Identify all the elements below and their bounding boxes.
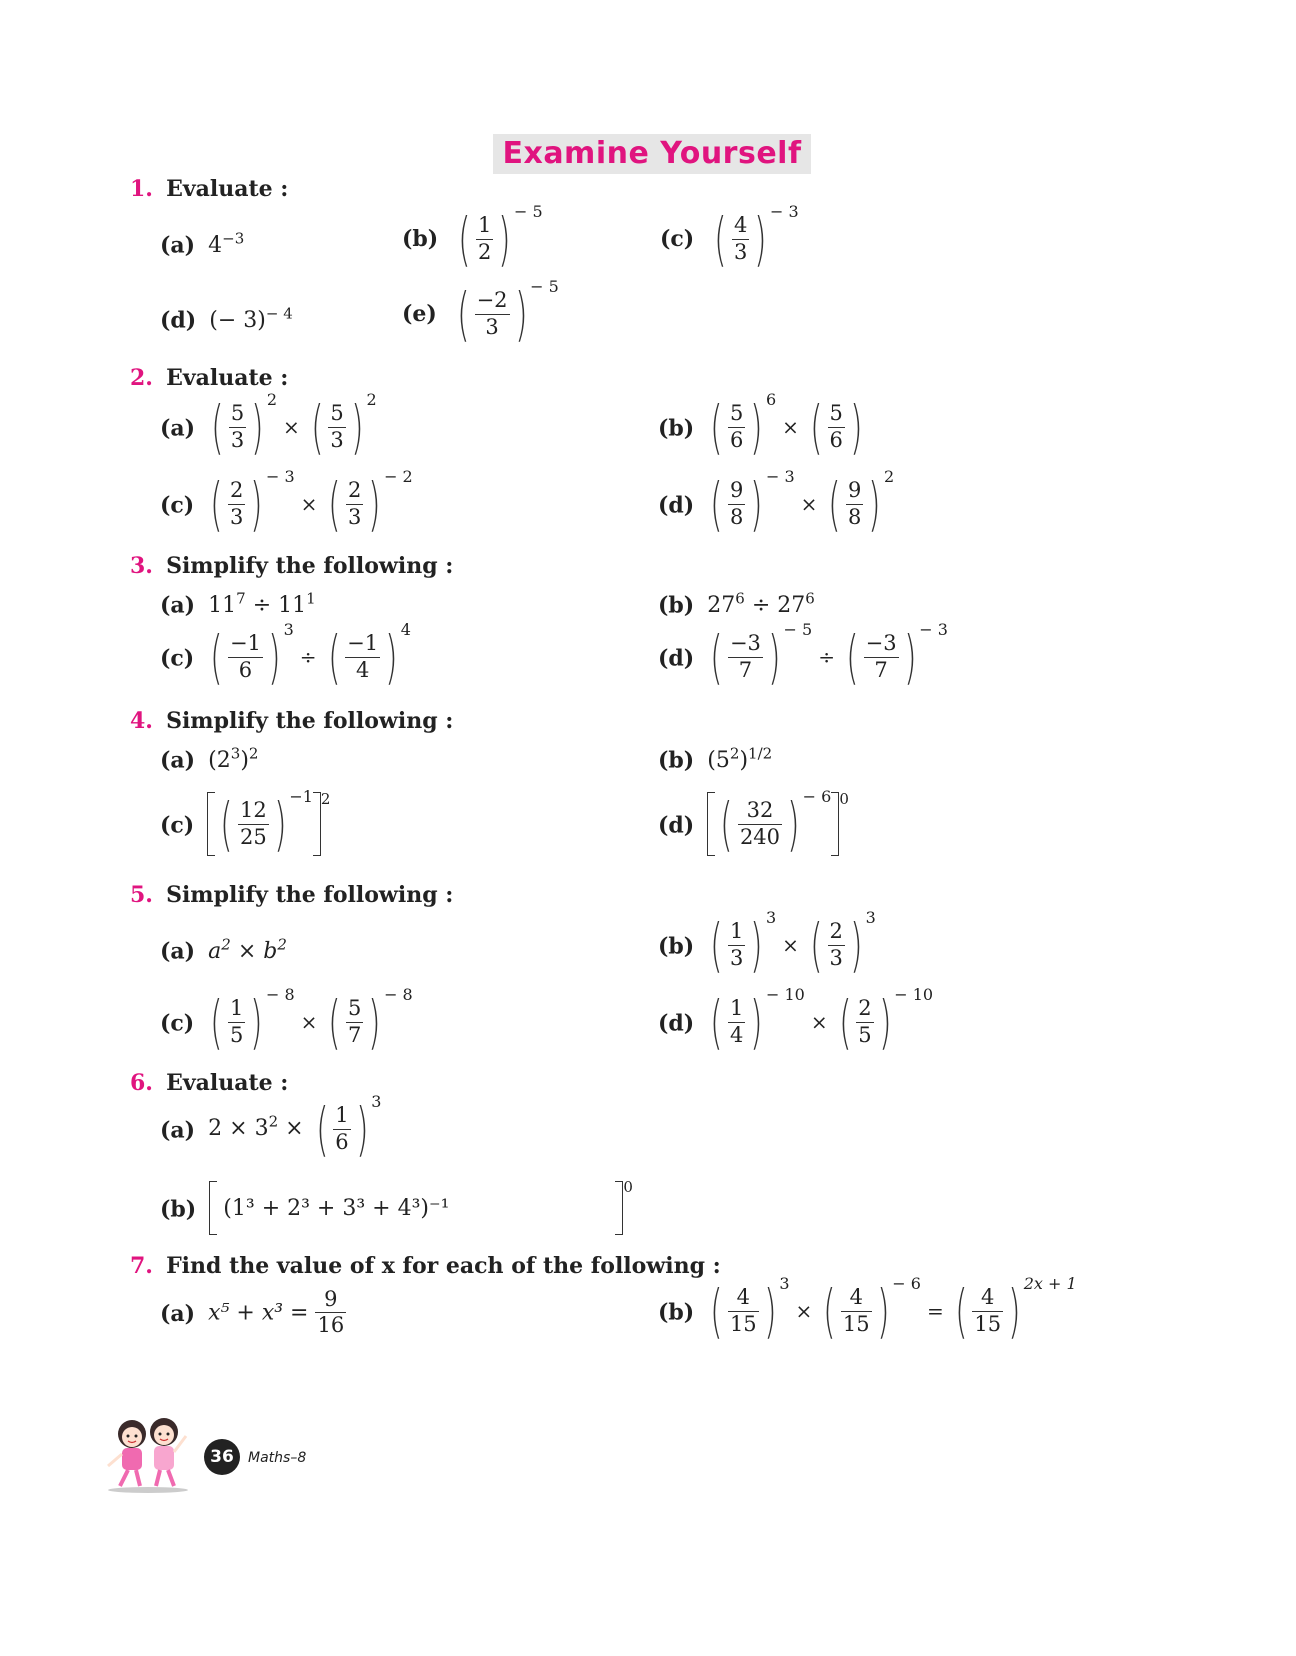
part-label: (b) — [160, 1196, 197, 1223]
q5-part-d — [658, 985, 934, 1056]
part-label: (a) — [160, 938, 196, 965]
q3-part-c — [160, 620, 411, 691]
part-label: (d) — [658, 812, 695, 839]
fraction-expression: ( 1 2 ) − 5 — [458, 202, 543, 273]
question-text: Evaluate : — [166, 1070, 289, 1096]
expression: $2 \times 3^2$ × ( 1 6 ) 3 — [208, 1092, 382, 1163]
q6-part-b — [160, 1178, 633, 1235]
expression: ( 1 3 ) 3 × ( 2 3 ) 3 — [710, 908, 876, 979]
part-label: (a) — [160, 1301, 196, 1328]
part-label: (a) — [160, 232, 196, 259]
q1-part-c — [660, 202, 799, 273]
part-label: (e) — [402, 301, 437, 327]
q1-part-d — [160, 305, 293, 333]
question-text: Simplify the following : — [166, 882, 454, 908]
expression: ( 5 3 ) 2 × ( 5 3 ) 2 — [211, 390, 377, 461]
question-number: 4. — [130, 708, 153, 734]
question-text: Find the value of x for each of the following : — [166, 1253, 721, 1279]
part-label: (d) — [658, 492, 695, 519]
q5-part-b — [658, 908, 876, 979]
expression: ( 9 8 ) − 3 × ( 9 8 ) 2 — [710, 467, 895, 538]
expression: ( 1 5 ) − 8 × ( 5 7 ) − 8 — [210, 985, 413, 1056]
expression: $(5^2)^{1/2}$ — [707, 745, 773, 774]
part-label: (b) — [658, 933, 695, 960]
question-text: Evaluate : — [166, 365, 289, 391]
question-number: 1. — [130, 176, 153, 202]
expression: $27^6 \div 27^6$ — [707, 590, 815, 619]
question-number: 2. — [130, 365, 153, 391]
q2-part-d — [658, 467, 895, 538]
q7-part-a — [160, 1288, 346, 1337]
expression: ( 4 15 ) 3 × ( 4 15 ) − 6 = ( 4 15 ) 2x + 1 — [710, 1274, 1077, 1345]
q4-part-b — [658, 745, 772, 773]
q6-part-a — [160, 1092, 382, 1163]
fraction-expression: ( 4 3 ) − 3 — [714, 202, 799, 273]
part-label: (b) — [402, 226, 439, 252]
expression: ( −3 7 ) − 5 ÷ ( −3 7 ) − 3 — [710, 620, 948, 691]
question-text: Simplify the following : — [166, 708, 454, 734]
expression: $(2^3)^2$ — [208, 745, 259, 774]
q5-part-a — [160, 936, 287, 964]
expression: x⁵ + x³ = 9 16 — [208, 1287, 345, 1338]
question-2 — [130, 365, 288, 391]
part-label: (a) — [160, 415, 196, 442]
page-title: Examine Yourself — [502, 136, 802, 171]
q4-part-c — [160, 787, 331, 858]
expression: ( 32 240 ) − 6 $^0$ — [707, 811, 849, 836]
children-illustration-icon — [100, 1412, 196, 1494]
q3-part-a — [160, 590, 316, 618]
part-label: (a) — [160, 1117, 196, 1144]
part-label: (b) — [658, 1299, 695, 1326]
expression: $a^2 \times b^2$ — [208, 936, 287, 965]
expression: ( −1 6 ) 3 ÷ ( −1 4 ) 4 — [210, 620, 411, 691]
page-number-badge: 36 — [204, 1439, 240, 1475]
expression: ( 12 25 ) −1 $^2$ — [207, 811, 330, 836]
q2-part-a — [160, 390, 377, 461]
part-label: (d) — [658, 1010, 695, 1037]
part-label: (c) — [160, 1010, 195, 1037]
part-label: (c) — [160, 812, 195, 839]
part-label: (c) — [160, 645, 195, 672]
q1-part-b — [402, 202, 543, 273]
question-5 — [130, 882, 453, 908]
question-1 — [130, 176, 288, 202]
part-label: (b) — [658, 747, 695, 774]
question-7 — [130, 1253, 721, 1279]
expression: (− 3)$^{- 4}$ — [209, 305, 293, 334]
q1-part-a — [160, 230, 244, 258]
q5-part-c — [160, 985, 413, 1056]
question-text: Simplify the following : — [166, 553, 454, 579]
q2-part-b — [658, 390, 868, 461]
question-number: 7. — [130, 1253, 153, 1279]
question-number: 5. — [130, 882, 153, 908]
q3-part-d — [658, 620, 948, 691]
expression: (1³ + 2³ + 3³ + 4³)⁻¹$^0$ — [209, 1195, 633, 1220]
q1-part-e — [402, 277, 559, 348]
expression: ( 5 6 ) 6 × ( 5 6 ) — [710, 390, 863, 461]
part-label: (c) — [160, 492, 195, 519]
question-4 — [130, 708, 453, 734]
part-label: (a) — [160, 747, 196, 774]
expression: ( 2 3 ) − 3 × ( 2 3 ) − 2 — [210, 467, 413, 538]
question-6 — [130, 1070, 288, 1096]
q4-part-a — [160, 745, 258, 773]
part-label: (d) — [658, 645, 695, 672]
part-label: (c) — [660, 226, 695, 252]
part-label: (a) — [160, 592, 196, 619]
book-title: Maths–8 — [248, 1450, 307, 1466]
part-label: (b) — [658, 415, 695, 442]
part-label: (b) — [658, 592, 695, 619]
question-number: 6. — [130, 1070, 153, 1096]
q7-part-b — [658, 1274, 1077, 1345]
expression: $4^{-3}$ — [208, 230, 245, 259]
expression: $11^7 \div 11^1$ — [208, 590, 316, 619]
part-label: (d) — [160, 307, 197, 334]
q2-part-c — [160, 467, 413, 538]
q4-part-d — [658, 787, 849, 858]
question-number: 3. — [130, 553, 153, 579]
fraction-expression: ( −2 3 ) − 5 — [457, 277, 559, 348]
expression: ( 1 4 ) − 10 × ( 2 5 ) − 10 — [710, 985, 934, 1056]
q3-part-b — [658, 590, 815, 618]
question-3 — [130, 553, 453, 579]
question-text: Evaluate : — [166, 176, 289, 202]
